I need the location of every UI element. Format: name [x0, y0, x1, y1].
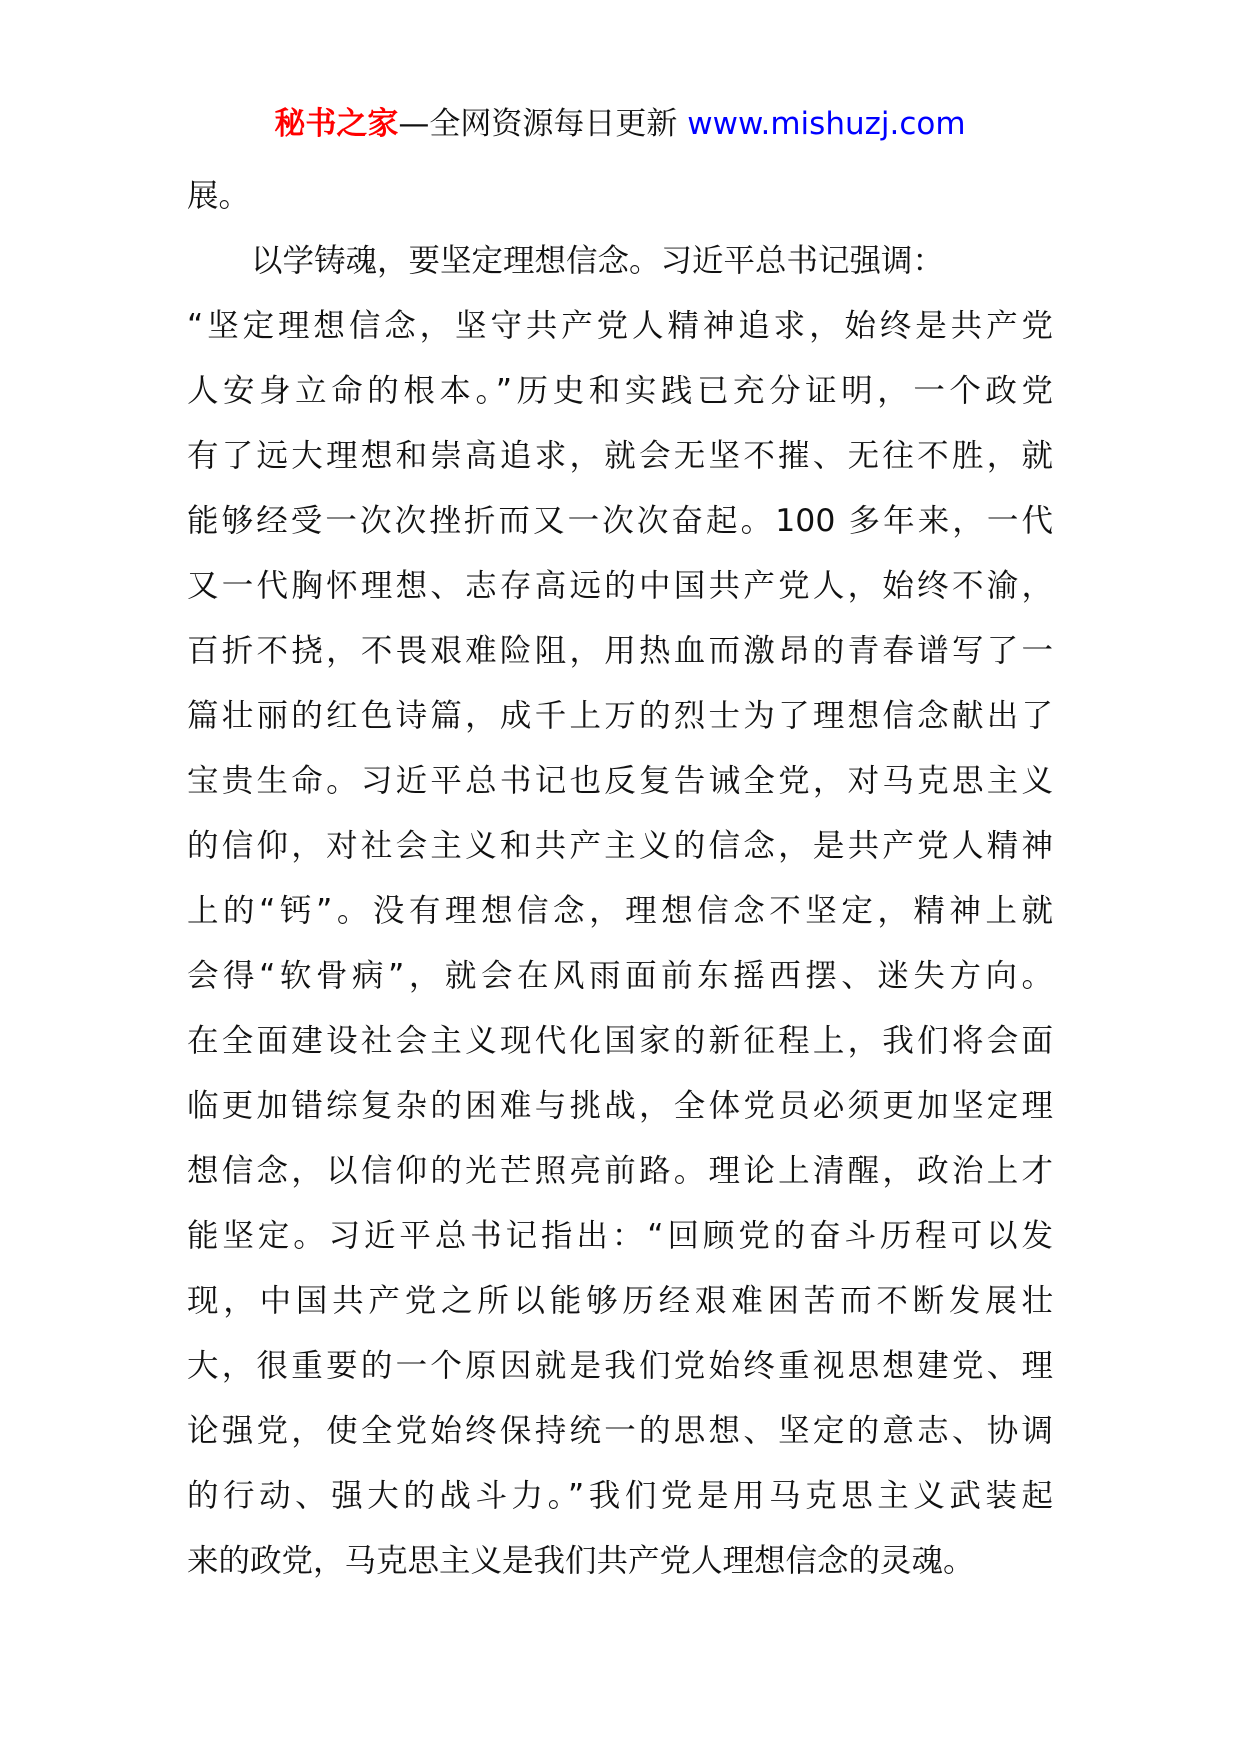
- text-line: 能够经受一次次挫折而又一次次奋起。100 多年来，一代: [187, 503, 1053, 539]
- text-line: 百折不挠，不畏艰难险阻，用热血而激昂的青春谱写了一: [187, 633, 1053, 669]
- text-line: 会得“软骨病”，就会在风雨面前东摇西摆、迷失方向。: [187, 958, 1053, 994]
- text-line: 以学铸魂，要坚定理想信念。习近平总书记强调：: [251, 243, 945, 279]
- text-line: 又一代胸怀理想、志存高远的中国共产党人，始终不渝，: [187, 568, 1053, 604]
- text-line: 上的“钙”。没有理想信念，理想信念不坚定，精神上就: [187, 893, 1053, 929]
- text-line: 的信仰，对社会主义和共产主义的信念，是共产党人精神: [187, 828, 1053, 864]
- text-line: 在全面建设社会主义现代化国家的新征程上，我们将会面: [187, 1023, 1053, 1059]
- text-line: “坚定理想信念，坚守共产党人精神追求，始终是共产党: [187, 308, 1053, 344]
- text-line: 能坚定。习近平总书记指出：“回顾党的奋斗历程可以发: [187, 1218, 1053, 1254]
- text-line: 人安身立命的根本。”历史和实践已充分证明，一个政党: [187, 373, 1053, 409]
- text-line: 想信念，以信仰的光芒照亮前路。理论上清醒，政治上才: [187, 1153, 1053, 1189]
- text-line: 现，中国共产党之所以能够历经艰难困苦而不断发展壮: [187, 1283, 1053, 1319]
- document-body: [187, 164, 1053, 1594]
- text-line: 临更加错综复杂的困难与挑战，全体党员必须更加坚定理: [187, 1088, 1053, 1124]
- text-line: 展。: [187, 178, 251, 214]
- header-tagline: —全网资源每日更新: [398, 106, 688, 142]
- header-url-link[interactable]: www.mishuzj.com: [687, 106, 966, 142]
- page-header: [0, 104, 1240, 144]
- text-line: 的行动、强大的战斗力。”我们党是用马克思主义武装起: [187, 1478, 1053, 1514]
- text-line: 篇壮丽的红色诗篇，成千上万的烈士为了理想信念献出了: [187, 698, 1053, 734]
- text-line: 有了远大理想和崇高追求，就会无坚不摧、无往不胜，就: [187, 438, 1053, 474]
- text-line: 大，很重要的一个原因就是我们党始终重视思想建党、理: [187, 1348, 1053, 1384]
- header-brand: 秘书之家: [274, 106, 399, 142]
- text-line: 宝贵生命。习近平总书记也反复告诫全党，对马克思主义: [187, 763, 1053, 799]
- text-line: 来的政党，马克思主义是我们共产党人理想信念的灵魂。: [187, 1543, 975, 1579]
- text-line: 论强党，使全党始终保持统一的思想、坚定的意志、协调: [187, 1413, 1053, 1449]
